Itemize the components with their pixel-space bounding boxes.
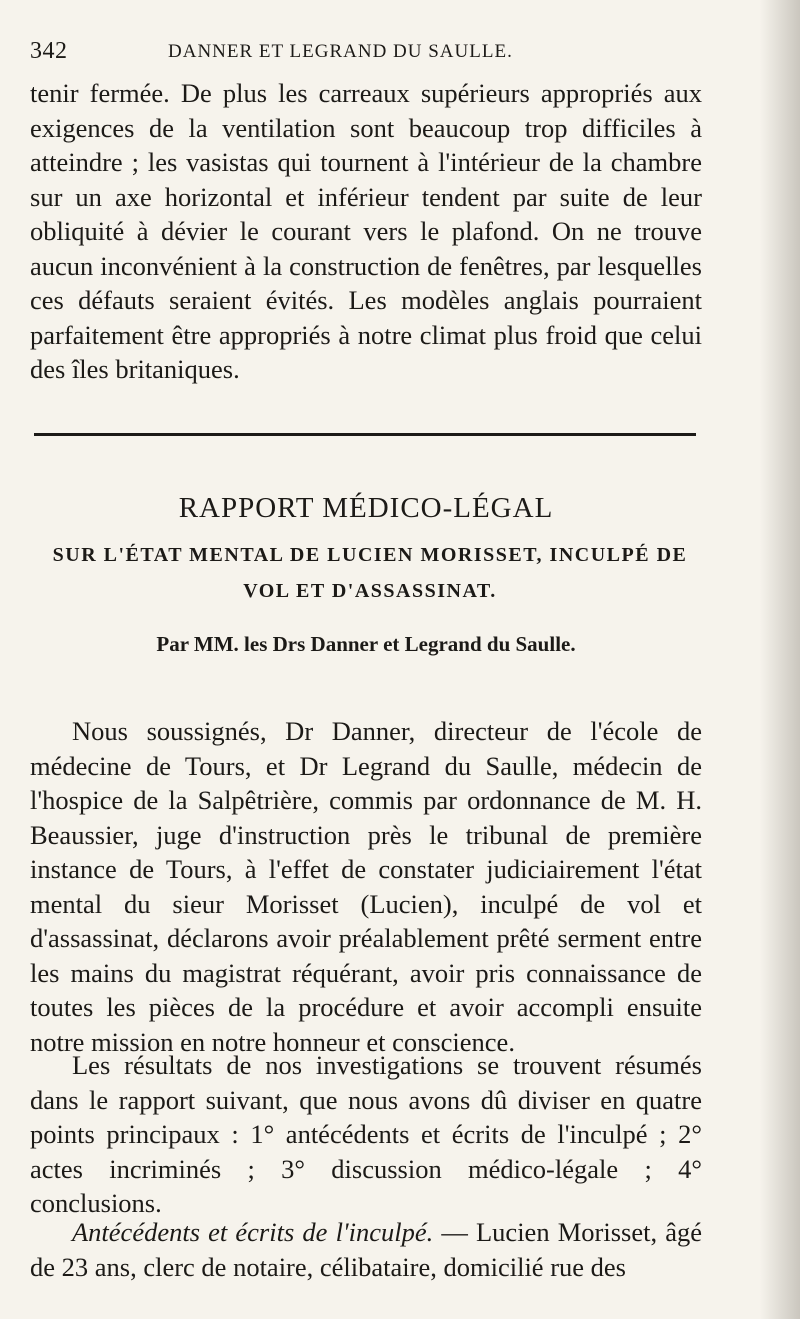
page-number: 342 [30,38,68,64]
page-edge-shadow [760,0,800,1319]
paragraph-antecedents-text: — Lucien Morisset, âgé de 23 ans, clerc de notaire, célibataire, domicilié rue des [30,1217,702,1282]
article-title: RAPPORT MÉDICO-LÉGAL [178,492,554,524]
section-heading-antecedents: Antécédents et écrits de l'inculpé. [72,1217,434,1247]
article-subtitle: SUR L'ÉTAT MENTAL DE LUCIEN MORISSET, INCULPÉ DE VOL ET D'ASSASSINAT. [52,544,688,602]
section-divider [34,433,696,436]
continuation-paragraph: tenir fermée. De plus les carreaux supérieurs appropriés aux exigences de la ventilation sont beaucoup trop difficiles à atteindre ; les vasistas qui tournent à l'intérieur de la chambre sur un axe horizontal et inférieur tendent par suite de leur obliquité à dévier le courant vers le plafond. On ne trouve aucun inconvénient à la construction de fenêtres, par lesquelles ces défauts seraient évités. Les modèles anglais pourraient parfaitement être appropriés à notre climat plus froid que celui des îles britaniques. [30,78,702,384]
paragraph-antecedents [30,1215,702,1284]
page-header [30,38,700,68]
paragraph-plan: Les résultats de nos investigations se trouvent résumés dans le rapport suivant, que nous avons dû diviser en quatre points principaux : 1° antécédents et écrits de l'inculpé ; 2° actes incriminés ; 3° discussion médico-légale ; 4° conclusions. [30,1050,702,1218]
paragraph-introduction: Nous soussignés, Dr Danner, directeur de l'école de médecine de Tours, et Dr Legrand du Saulle, médecin de l'hospice de la Salpêtrière, commis par ordonnance de M. H. Beaussier, juge d'instruction près le tribunal de première instance de Tours, à l'effet de constater judiciairement l'état mental du sieur Morisset (Lucien), inculpé de vol et d'assassinat, déclarons avoir préalablement prêté serment entre les mains du magistrat réquérant, avoir pris connaissance de toutes les pièces de la procédure et avoir accompli ensuite notre mission en notre honneur et conscience. [30,716,702,1057]
article-authors: Par MM. les Drs Danner et Legrand du Saulle. [156,632,576,656]
running-head: DANNER ET LEGRAND DU SAULLE. [168,41,513,62]
